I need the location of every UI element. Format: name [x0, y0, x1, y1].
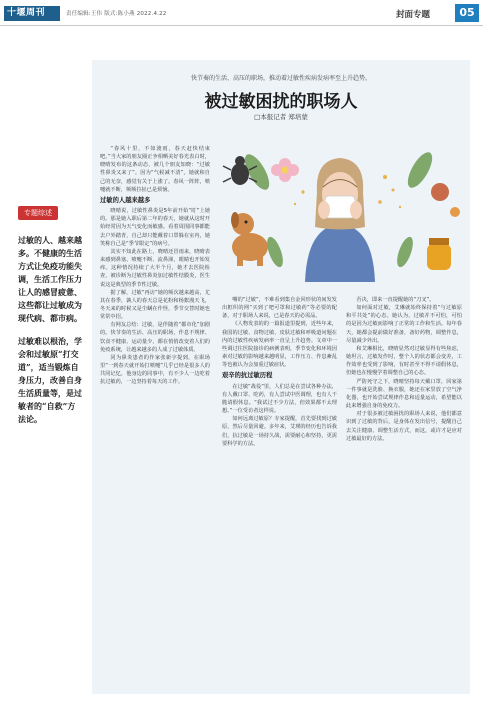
page-header [0, 0, 483, 26]
paragraph: 有网友总结：过敏，是伴随着“都市化”加剧的。快节奏的生活、高压的职场，作息不规律、饮食不健康、运动量少，都在悄悄改变着人们的免疫系统，让越来越多的人成了过敏体质。 [100, 322, 210, 353]
newspaper-logo: 十堰周刊 [4, 6, 60, 21]
paragraph: 对于很多被过敏困扰的职场人来说，他们都意识到了过敏的背后，是身体在发出信号，提醒自己去关注健康、调整生活方式，而这，或许才是应对过敏最好的方法。 [346, 411, 462, 442]
dog-icon [231, 212, 268, 266]
paragraph: 如何远离过敏原？专家提醒，首先要找到过敏原，然后尽量回避。多年来，艾瑛的经历也告诉我们，抗过敏是一场持久战，需要耐心和坚持，更需要科学的方法。 [222, 416, 337, 447]
article-headline: 被过敏困扰的职场人 [204, 92, 358, 112]
allergy-illustration [215, 132, 465, 282]
paragraph: 其实不知此在路上，晓晴还冒雨来，晓晴表来感到鼻塞、喷嚏不断、流鼻涕，眼睛也开始发痒。这种情况持续了大半个月，她才去医院检查，被诊断为过敏性鼻炎加过敏性结膜炎，医生说这是典型的季节性过敏。 [100, 248, 210, 288]
paragraph: 嘴的“过敏”，不难看到集自金回形状的间发发出框织的网“买到了吧可罩和过敏药”等必要的配备，对于职场人来说，已是春天的必需品。 [222, 297, 337, 320]
article-column-2 [222, 296, 337, 688]
sidebar-tag: 专题综述 [18, 206, 58, 220]
sidebar-summary [18, 200, 82, 436]
paragraph: “春风十里，不如渡雨，春天赶快结束吧。”当大家的朋友圈正争相晒美好春光表白时，晓晴发布的这条动态，被几个朋友知晓：“过敏性鼻炎又来了”。因为“气候减不清”，她就和自己的无奈，感觉有关于上涨了。春风一阵阵，喷嚏就不断，频频拉扯已是烦恼。 [100, 146, 210, 193]
paragraph: 否决，即来一直提醒她的“刀叉”。 [356, 297, 435, 303]
subheading: 艰辛的抗过敏历程 [222, 372, 273, 380]
paragraph: 和艾琳相比，晓晴显然对过敏显得有些焦虑，她坦言，过敏发作时，整个人的状态都会变差，工作效率也受到了影响，有时甚至不得不请假休息，但她也在慢慢学着调整自己的心态。 [346, 345, 462, 377]
paragraph: 《人物发表的的一篇报道里提到，近些年来，我国的过敏、食物过敏、皮肤过敏和呼吸道问题在内的过敏性疾病发病率一直呈上升趋势。文章中一些调过往医院接诊的病例表明，季节变化和环境因素对过敏的影响越来越明显，工作压力、作息紊乱等也被认为会加重过敏症状。 [222, 321, 337, 369]
germ-icon [431, 183, 460, 217]
sidebar-paragraph: 过敏的人、越来越多。不健康的生活方式让免疫功能失调，生活工作压力让人的感冒疲惫、这些都让过敏成为现代病、都市病。 [18, 235, 82, 323]
paragraph: 严防死守之下，晓晴坚持每天戴口罩，回家第一件事就是洗脸、换衣服，她还在家里放了空气净化器，也开始尝试规律作息和适量运动，希望能以此来增强自身的免疫力。 [346, 378, 462, 410]
paragraph: 如何面对过敏，艾琳就始终保持着“与过敏原和平共处”的心态。她认为，过敏并不可怕，可怕的是因为过敏而影响了正常的工作和生活。每年春天，她都会提前做好准备，备好药物，调整作息，尽量减少外出。 [346, 305, 462, 344]
sidebar-text [18, 234, 82, 426]
sneezing-woman-figure [305, 158, 375, 282]
paragraph: 同为鼻炎患者的作家张新宇提到，在职场里“一到春天就开始打喷嚏”几乎已经是很多人的共同记忆，他身边的同事中，有不少人一边吃着抗过敏药，一边坚持着每天的工作。 [100, 354, 210, 386]
paragraph: 在过敏“战役”里，人们总是在尝试各种办法，有人戴口罩、吃药，有人尝试中医调理，也有人干脆请假休息。“我试过不少方法，但效果都不太理想。”一位受访者这样说。 [222, 383, 337, 415]
paragraph: 晓晴说，过敏性鼻炎是5年前开始“盯”上她的。那是她入职后第二年的春天，她就从这时开始经常因为天气变化而敏感。看着周围同事都能去户外踏青，自己却只能戴着口罩躲在室内，她笑称自己是“季节限定”的病号。 [100, 208, 210, 247]
honey-jar-icon [427, 238, 451, 270]
flower-icon [271, 158, 299, 182]
page-number-badge: 05 [455, 4, 479, 22]
article-deck: 快节奏的生活、高压的职场，推动着过敏性疾病发病率至上升趋势。 [190, 75, 371, 82]
article-column-3 [346, 296, 462, 688]
paragraph: 据了解，过敏“再访”她的频次越来越高，尤其在春季，孰人的春天总是花粉和杨絮漫天飞，冬天来的时候又是尘螨在作怪，季节交替时她也常常中招。 [100, 289, 210, 321]
article-column-1 [100, 145, 210, 685]
subheading: 过敏的人越来越多 [100, 196, 151, 204]
editor-info: 责任编辑:王伟 版式:陈小燕 2022.4.22 [66, 11, 167, 17]
section-name: 封面专题 [396, 10, 431, 20]
article-byline: □本报记者 郑培蒙 [254, 113, 308, 121]
sidebar-paragraph: 过敏难以根治，学会和过敏原“打交道”，适当锻炼自身压力，改善自身生活质量等，是过敏者的“自救”方法论。 [18, 336, 82, 424]
